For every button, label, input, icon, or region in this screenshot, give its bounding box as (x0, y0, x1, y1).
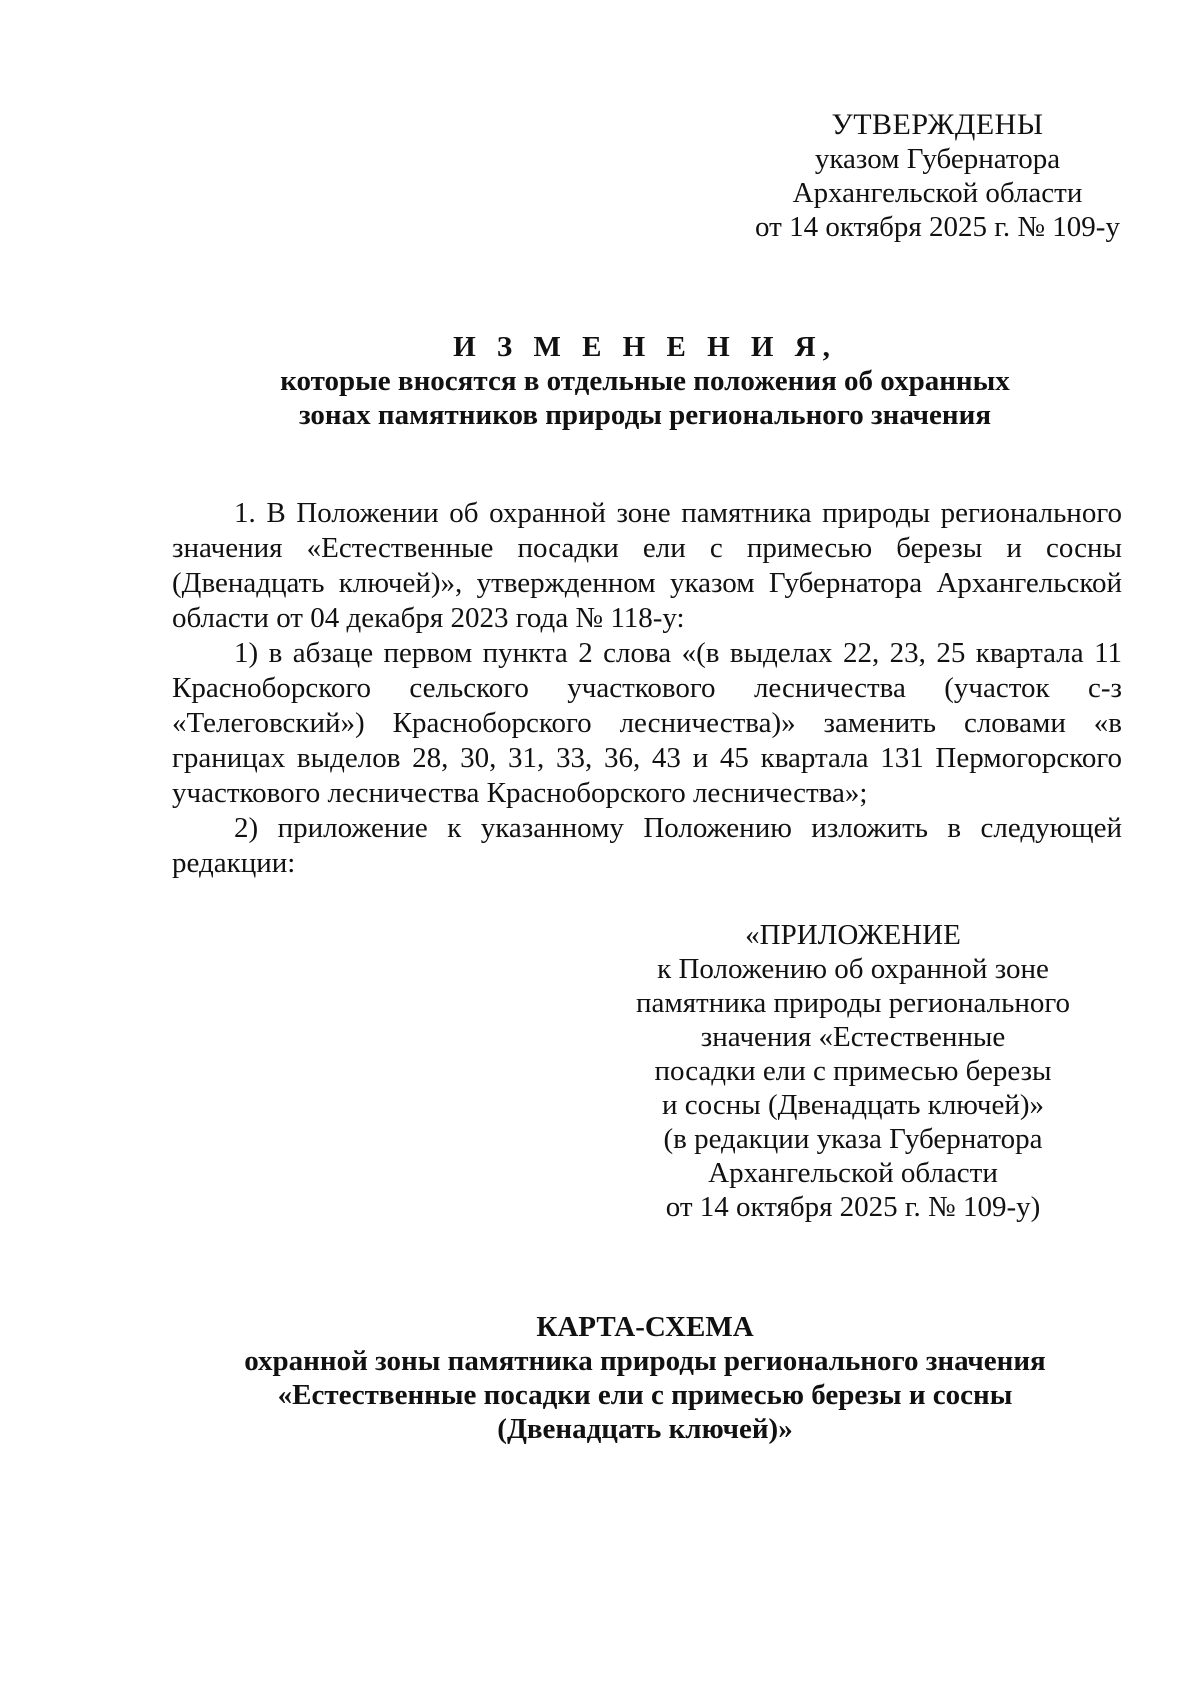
document-title (170, 330, 1120, 432)
approval-stamp-block (740, 108, 1135, 244)
appendix-line: и сосны (Двенадцать ключей)» (661, 1089, 1044, 1121)
appendix-line: памятника природы регионального (635, 987, 1071, 1019)
approval-line: Архангельской области (792, 177, 1083, 209)
body-paragraph: 2) приложение к указанному Положению изложить в следующей редакции: (172, 812, 1122, 879)
title-heading: И З М Е Н Е Н И Я, (453, 331, 837, 363)
appendix-line: посадки ели с примесью березы (654, 1055, 1052, 1087)
title-subtitle-line: зонах памятников природы регионального значения (298, 399, 992, 431)
map-title-line: (Двенадцать ключей)» (497, 1413, 793, 1445)
body-paragraph: 1) в абзаце первом пункта 2 слова «(в выделах 22, 23, 25 квартала 11 Красноборского сельского участкового лесничества (участок с-з «Телеговский») Красноборского лесничества)» заменить словами «в границах выделов 28, 30, 31, 33, 36, 43 и 45 квартала 131 Пермогорского участкового лесничества Красноборского лесничества»; (172, 637, 1122, 809)
map-title-line: «Естественные посадки ели с примесью березы и сосны (277, 1379, 1013, 1411)
appendix-line: к Положению об охранной зоне (657, 953, 1049, 985)
approval-heading: УТВЕРЖДЕНЫ (831, 108, 1044, 141)
appendix-header-block (628, 918, 1078, 1224)
map-title-heading: КАРТА-СХЕМА (536, 1311, 754, 1343)
map-title-line: охранной зоны памятника природы регионального значения (244, 1345, 1046, 1377)
appendix-line: (в редакции указа Губернатора (663, 1123, 1043, 1155)
map-scheme-title (170, 1310, 1120, 1446)
document-body (172, 496, 1122, 881)
appendix-line: от 14 октября 2025 г. № 109-у) (665, 1191, 1041, 1223)
appendix-line: «ПРИЛОЖЕНИЕ (745, 919, 961, 951)
title-subtitle-line: которые вносятся в отдельные положения об охранных (280, 365, 1010, 397)
body-paragraph: 1. В Положении об охранной зоне памятника природы регионального значения «Естественные посадки ели с примесью березы и сосны (Двенадцать ключей)», утвержденном указом Губернатора Архангельской области от 04 декабря 2023 года № 118-у: (172, 497, 1122, 634)
approval-line: указом Губернатора (814, 143, 1061, 175)
approval-date-line: от 14 октября 2025 г. № 109-у (755, 211, 1120, 243)
appendix-line: Архангельской области (708, 1157, 998, 1189)
appendix-line: значения «Естественные (700, 1021, 1006, 1053)
